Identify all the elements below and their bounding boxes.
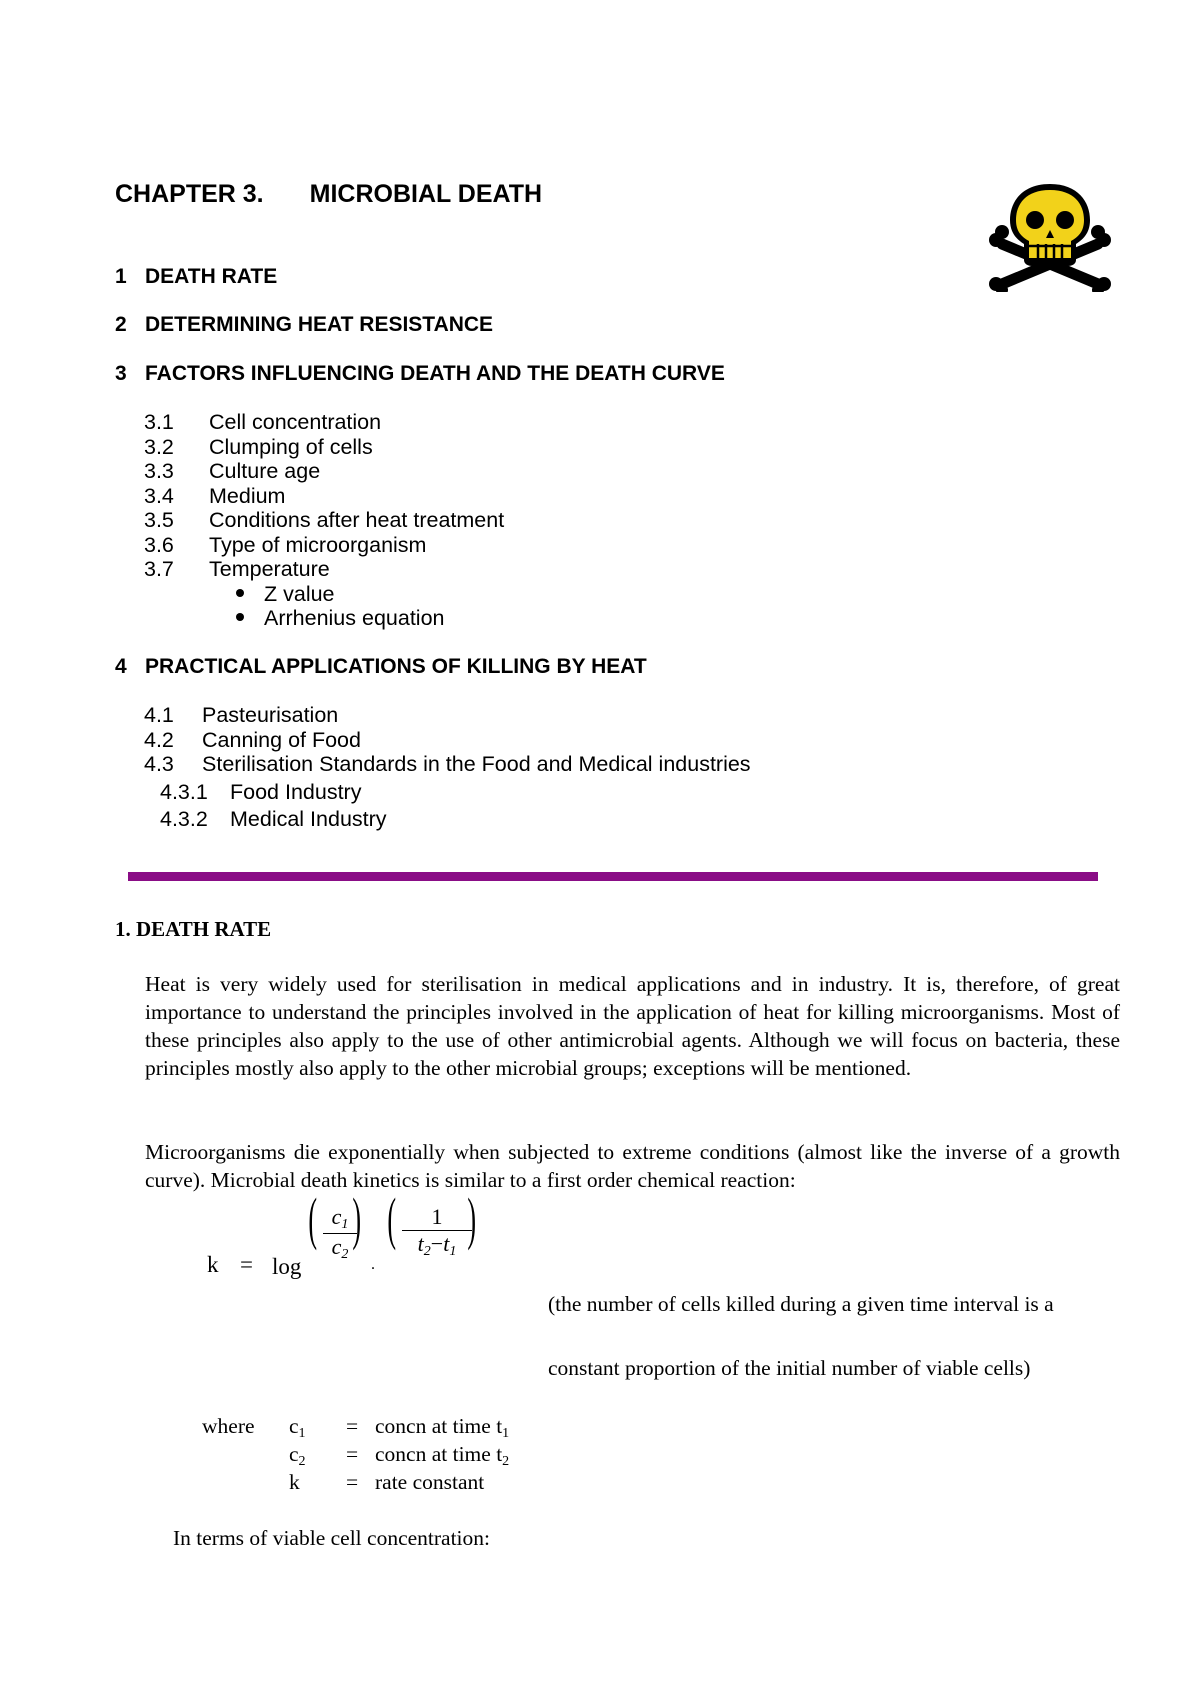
where-equals: = [346, 1442, 359, 1466]
toc-item: 4.2 Canning of Food [144, 727, 361, 752]
toc-item: 3.7 Temperature [144, 557, 330, 581]
toc-subitem: 4.3.2 Medical Industry [160, 807, 387, 831]
paren-right-icon: ) [352, 1186, 362, 1251]
fraction-1-over-dt: $\frac{1}{t_2-t_1}$ [402, 1204, 472, 1260]
chapter-title [115, 180, 542, 209]
eq-lhs: k [207, 1252, 219, 1277]
toc-bullet-item: Z value [236, 582, 335, 607]
where-desc: concn at time $t_1$ [375, 1414, 510, 1441]
equation-note-line-2: constant proportion of the initial number of viable cells) [548, 1356, 1031, 1380]
eq-equals: = [240, 1252, 253, 1277]
toc-item: 3.6 Type of microorganism [144, 532, 427, 557]
where-desc: concn at time $t_2$ [375, 1442, 510, 1469]
skull-crossbones-icon [988, 180, 1112, 292]
chapter-name: MICROBIAL DEATH [309, 180, 543, 208]
toc-item: 4.1 Pasteurisation [144, 703, 339, 727]
toc-bullet-item: Arrhenius equation [236, 606, 444, 631]
toc-subitem: 4.3.1 Food Industry [160, 780, 362, 804]
where-symbol: $c_2$ [289, 1442, 306, 1469]
paragraph-2: Microorganisms die exponentially when subjected to extreme conditions (almost like the inverse of a growth curve). Microbial death kinetics is similar to a first order chemical reaction: [145, 1140, 1120, 1192]
bullet-icon [236, 613, 244, 621]
where-symbol: k [289, 1470, 300, 1494]
chapter-number: CHAPTER 3. [115, 180, 264, 208]
paren-left-icon: ( [387, 1186, 397, 1251]
section-divider [128, 872, 1098, 881]
equation-note-line-1: (the number of cells killed during a given time interval is a [548, 1292, 1054, 1316]
eq-dot: . [371, 1256, 375, 1273]
toc-heading-4: 4 PRACTICAL APPLICATIONS OF KILLING BY HEAT [115, 655, 647, 678]
fraction-c1-c2: $\frac{c_1}{c_2}$ [323, 1204, 357, 1263]
toc-heading-3: 3 FACTORS INFLUENCING DEATH AND THE DEATH CURVE [115, 362, 725, 385]
paragraph-1: Heat is very widely used for sterilisation in medical applications and in industry. It is, therefore, of great importance to understand the principles involved in the application of heat for killing microorganisms. Most of these principles also apply to the use of other antimicrobial agents. Although we will focus on bacteria, these principles mostly also apply to the other microbial groups; exceptions will be mentioned. [145, 972, 1120, 1080]
where-desc: rate constant [375, 1470, 485, 1494]
where-label: where [202, 1414, 255, 1438]
where-equals: = [346, 1470, 359, 1494]
toc-item: 3.5 Conditions after heat treatment [144, 508, 505, 532]
toc-item: 3.3 Culture age [144, 459, 321, 483]
closing-text: In terms of viable cell concentration: [173, 1526, 490, 1550]
section-heading: 1. DEATH RATE [115, 917, 272, 941]
where-equals: = [346, 1414, 359, 1438]
toc-item: 3.2 Clumping of cells [144, 434, 373, 459]
eq-log: log [272, 1254, 302, 1279]
paren-right-icon: ) [467, 1186, 477, 1251]
toc-item: 4.3 Sterilisation Standards in the Food and Medical industries [144, 752, 751, 776]
toc-item: 3.4 Medium [144, 483, 286, 508]
bullet-icon [236, 589, 244, 597]
where-symbol: $c_1$ [289, 1414, 306, 1441]
toc-heading-1: 1 DEATH RATE [115, 265, 278, 288]
toc-heading-2: 2 DETERMINING HEAT RESISTANCE [115, 313, 494, 336]
toc-item: 3.1 Cell concentration [144, 410, 382, 434]
paren-left-icon: ( [308, 1186, 318, 1251]
